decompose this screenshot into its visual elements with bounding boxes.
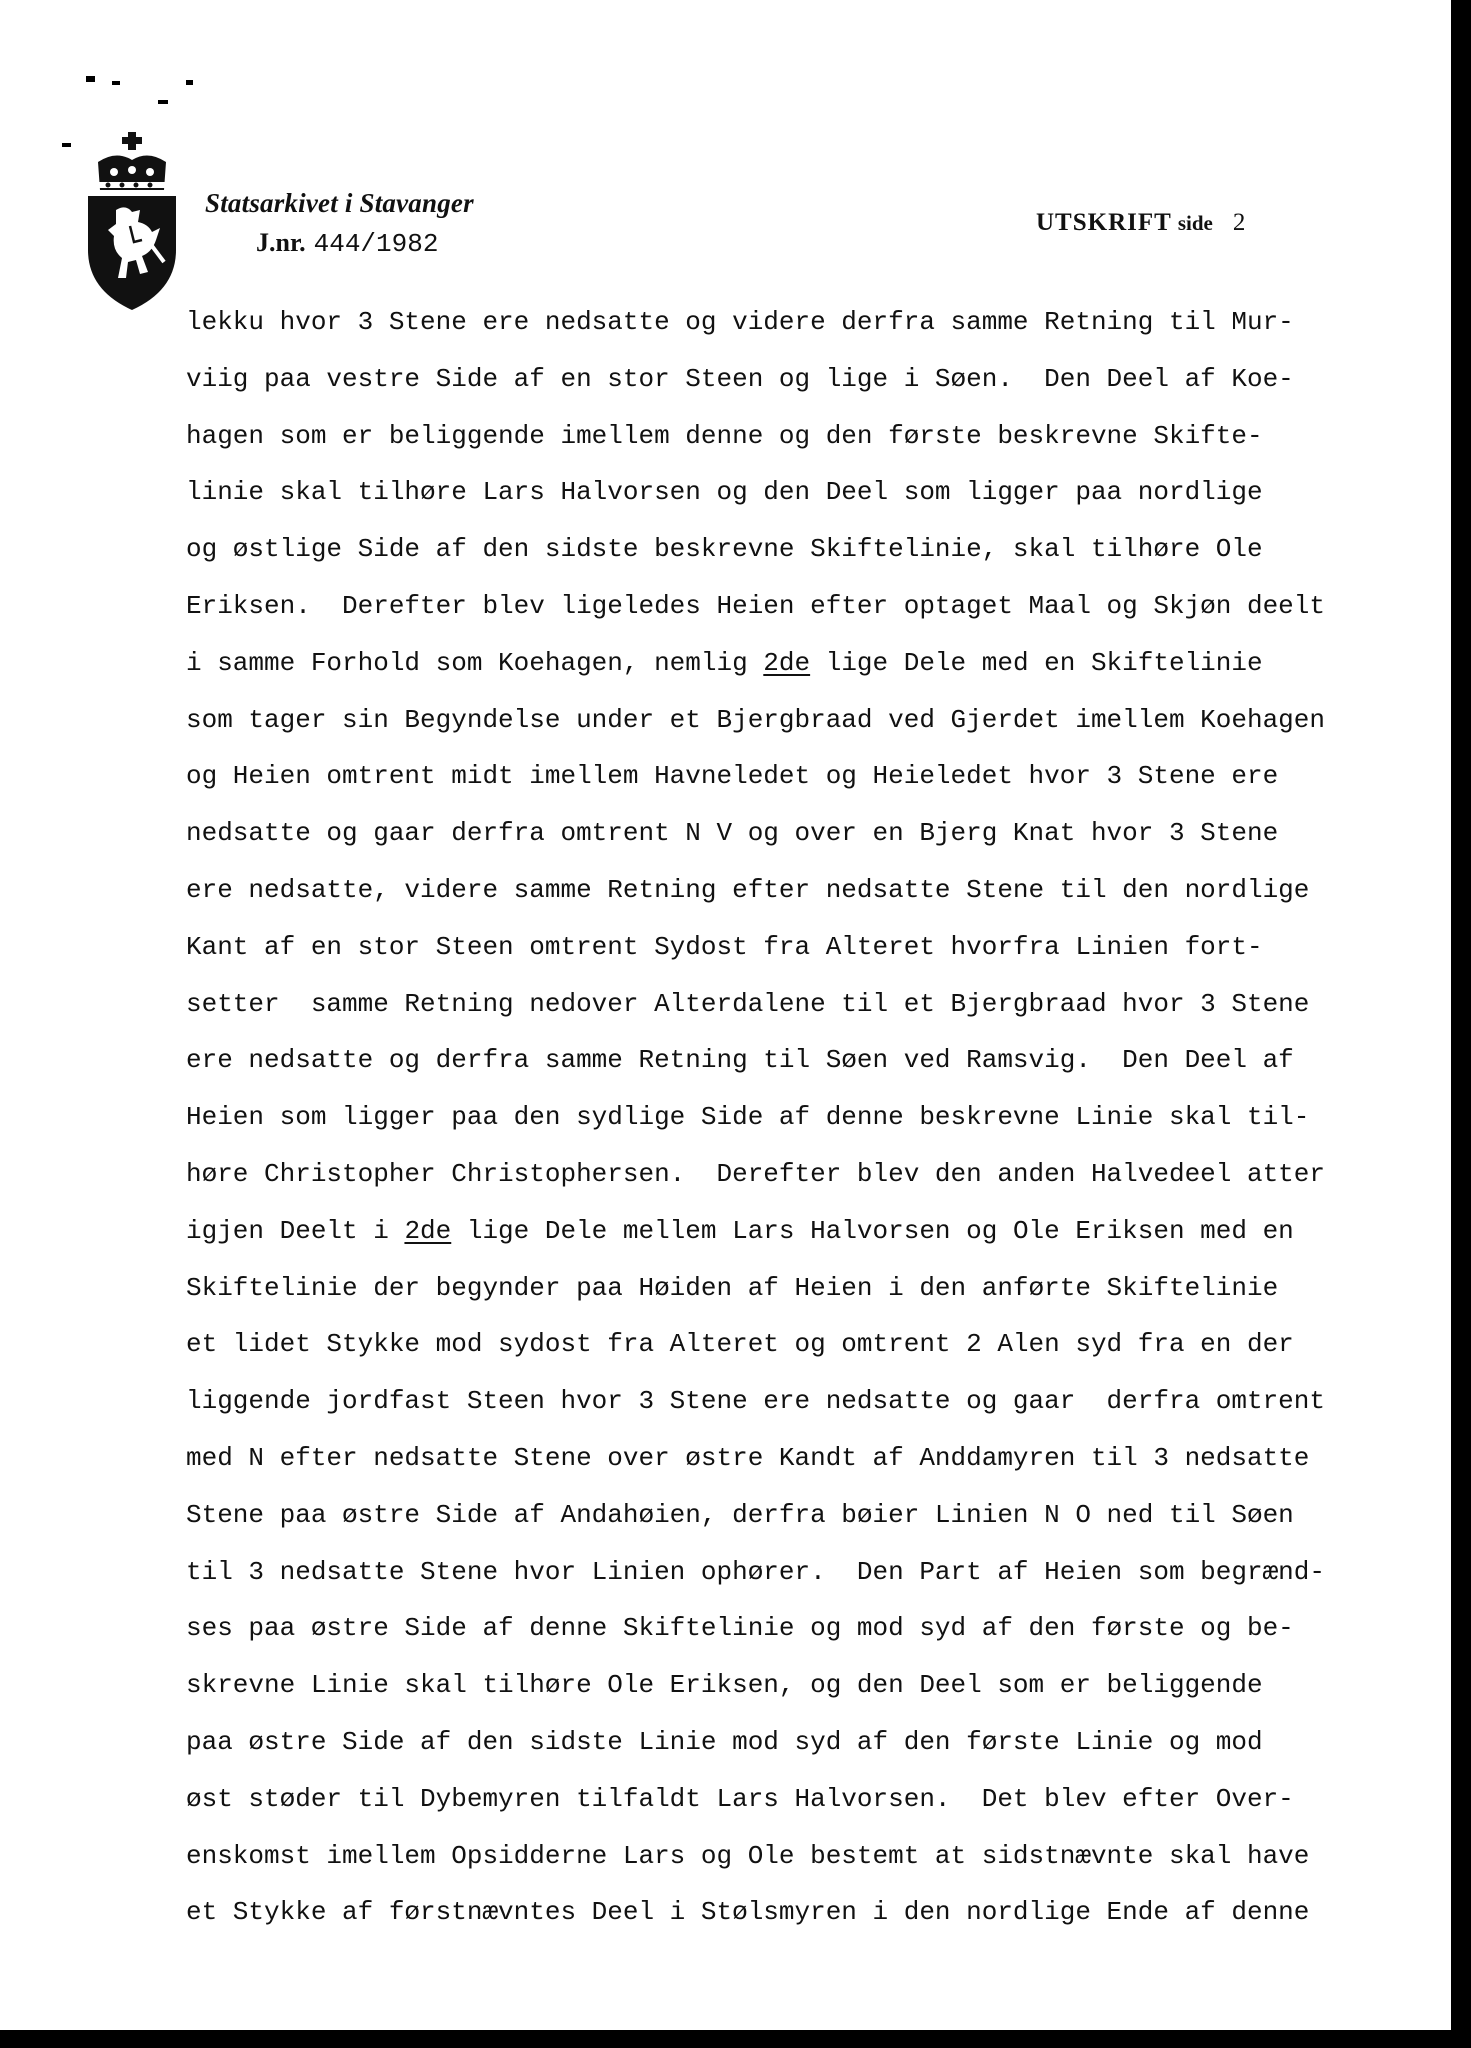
text-line: nedsatte og gaar derfra omtrent N V og over en Bjerg Knat hvor 3 Stene [186, 818, 1279, 849]
archive-name: Statsarkivet i Stavanger [205, 188, 474, 218]
journal-number-value: 444/1982 [313, 229, 439, 259]
text-line: Stene paa østre Side af Andahøien, derfra bøier Linien N O ned til Søen [186, 1499, 1294, 1530]
underlined-word: 2de [763, 647, 811, 678]
text-line: øst støder til Dybemyren tilfaldt Lars Halvorsen. Det blev efter Over- [186, 1783, 1294, 1814]
norwegian-coat-of-arms-icon [86, 132, 178, 312]
text-line: liggende jordfast Steen hvor 3 Stene ere nedsatte og gaar derfra omtrent [186, 1386, 1325, 1417]
text-line: og østlige Side af den sidste beskrevne Skiftelinie, skal tilhøre Ole [186, 534, 1263, 565]
scan-speck [62, 143, 71, 147]
text-line: setter samme Retning nedover Alterdalene til et Bjergbraad hvor 3 Stene [186, 988, 1310, 1019]
text-line: igjen Deelt i 2de lige Dele mellem Lars Halvorsen og Ole Eriksen med en [186, 1215, 1294, 1246]
text-line: Eriksen. Derefter blev ligeledes Heien efter optaget Maal og Skjøn deelt [186, 590, 1325, 621]
text-line: ses paa østre Side af denne Skiftelinie og mod syd af den første og be- [186, 1613, 1294, 1644]
text-line: Skiftelinie der begynder paa Høiden af Heien i den anførte Skiftelinie [186, 1272, 1279, 1303]
text-line: paa østre Side af den sidste Linie mod syd af den første Linie og mod [186, 1726, 1263, 1757]
scan-speck [112, 81, 120, 85]
text-line: i samme Forhold som Koehagen, nemlig 2de lige Dele med en Skiftelinie [186, 647, 1263, 678]
scan-border [1451, 0, 1471, 2048]
text-line: skrevne Linie skal tilhøre Ole Eriksen, og den Deel som er beliggende [186, 1670, 1263, 1701]
text-line: med N efter nedsatte Stene over østre Kandt af Anddamyren til 3 nedsatte [186, 1442, 1310, 1473]
text-line: viig paa vestre Side af en stor Steen og lige i Søen. Den Deel af Koe- [186, 363, 1294, 394]
text-line: et Stykke af førstnævntes Deel i Stølsmyren i den nordlige Ende af denne [186, 1897, 1310, 1928]
scan-speck [86, 76, 95, 82]
transcript-page-header [1036, 209, 1245, 237]
text-line: hagen som er beliggende imellem denne og den første beskrevne Skifte- [186, 420, 1263, 451]
scan-border [0, 2030, 1471, 2048]
journal-number-label: J.nr. [256, 228, 306, 257]
text-line: som tager sin Begyndelse under et Bjergbraad ved Gjerdet imellem Koehagen [186, 704, 1325, 735]
transcript-label: UTSKRIFT [1036, 209, 1172, 236]
text-line: Heien som ligger paa den sydlige Side af denne beskrevne Linie skal til- [186, 1102, 1310, 1133]
text-line: og Heien omtrent midt imellem Havneledet og Heieledet hvor 3 Stene ere [186, 761, 1279, 792]
page-number: 2 [1232, 209, 1246, 236]
transcript-body [186, 294, 1325, 1941]
text-line: ere nedsatte og derfra samme Retning til Søen ved Ramsvig. Den Deel af [186, 1045, 1294, 1076]
journal-number [256, 228, 438, 259]
side-label: side [1177, 211, 1213, 235]
text-line: et lidet Stykke mod sydost fra Alteret og omtrent 2 Alen syd fra en der [186, 1329, 1294, 1360]
underlined-word: 2de [404, 1215, 452, 1246]
text-line: til 3 nedsatte Stene hvor Linien ophører. Den Part af Heien som begrænd- [186, 1556, 1325, 1587]
text-line: enskomst imellem Opsidderne Lars og Ole bestemt at sidstnævnte skal have [186, 1840, 1310, 1871]
scan-speck [158, 100, 168, 104]
text-line: høre Christopher Christophersen. Derefter blev den anden Halvedeel atter [186, 1158, 1325, 1189]
scan-speck [186, 80, 193, 85]
text-line: lekku hvor 3 Stene ere nedsatte og videre derfra samme Retning til Mur- [186, 307, 1294, 337]
text-line: linie skal tilhøre Lars Halvorsen og den Deel som ligger paa nordlige [186, 477, 1263, 508]
text-line: ere nedsatte, videre samme Retning efter nedsatte Stene til den nordlige [186, 874, 1310, 905]
text-line: Kant af en stor Steen omtrent Sydost fra Alteret hvorfra Linien fort- [186, 931, 1263, 962]
